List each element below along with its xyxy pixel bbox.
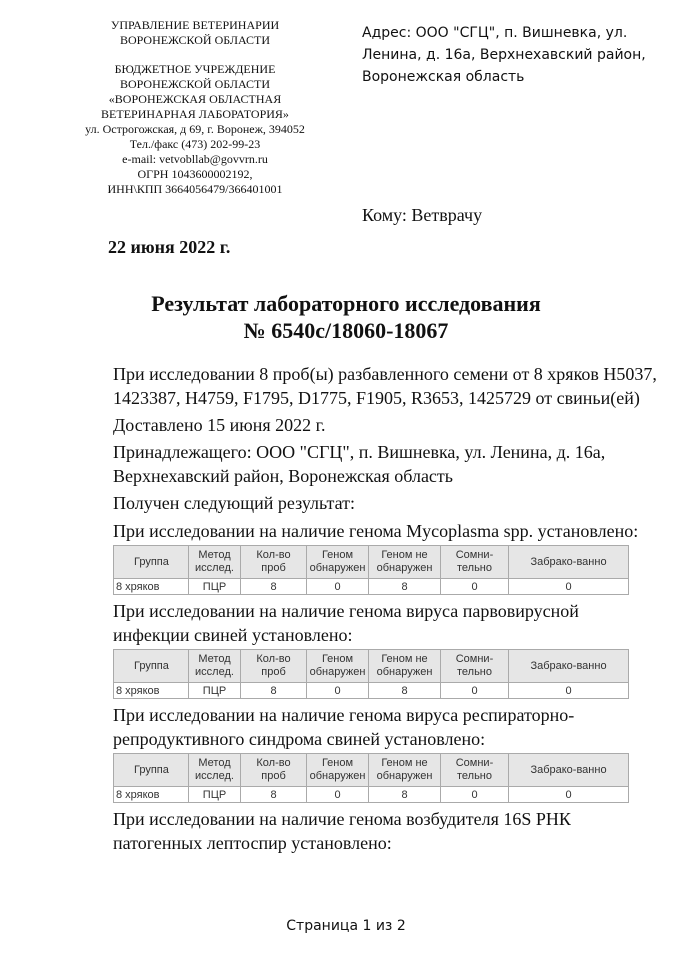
intro-paragraph: При исследовании 8 проб(ы) разбавленного семени от 8 хряков H5037, 1423387, H4759, F1795, D1775, F1905, R3653, 1425729 от свиньи(ей) (113, 364, 657, 408)
delivered-paragraph: Доставлено 15 июня 2022 г. (113, 415, 326, 435)
result-paragraph: Получен следующий результат: (113, 493, 356, 513)
column-header: Сомни-тельно (441, 754, 509, 787)
table-cell: 0 (509, 579, 629, 595)
table-header-row (114, 754, 629, 787)
document-title (0, 290, 692, 344)
table-cell: 8 хряков (114, 579, 189, 595)
org-line: БЮДЖЕТНОЕ УЧРЕЖДЕНИЕ (114, 62, 276, 76)
results-table (113, 649, 629, 699)
title-line: Результат лабораторного исследования (151, 291, 541, 316)
results-table (113, 753, 629, 803)
column-header: Кол-во проб (241, 754, 307, 787)
section-heading: При исследовании на наличие генома вируса респираторно-репродуктивного синдрома свиней установлено: (113, 705, 575, 749)
column-header: Геном не обнаружен (369, 754, 441, 787)
org-line: ОГРН 1043600002192, (137, 167, 253, 181)
column-header: Геном не обнаружен (369, 546, 441, 579)
column-header: Геном обнаружен (307, 546, 369, 579)
table-cell: 0 (441, 787, 509, 803)
table-cell: 8 (369, 683, 441, 699)
column-header: Геном обнаружен (307, 650, 369, 683)
table-cell: 0 (307, 683, 369, 699)
table-row (114, 683, 629, 699)
org-line: ВЕТЕРИНАРНАЯ ЛАБОРАТОРИЯ» (101, 107, 289, 121)
table-cell: ПЦР (189, 579, 241, 595)
column-header: Кол-во проб (241, 650, 307, 683)
org-line: ИНН\КПП 3664056479/366401001 (107, 182, 283, 196)
table-cell: 8 (241, 683, 307, 699)
column-header: Геном не обнаружен (369, 650, 441, 683)
table-cell: 0 (307, 579, 369, 595)
column-header: Группа (114, 650, 189, 683)
table-row (114, 579, 629, 595)
column-header: Геном обнаружен (307, 754, 369, 787)
section-heading: При исследовании на наличие генома возбудителя 16S РНК патогенных лептоспир установлено: (113, 809, 571, 853)
table-cell: 0 (509, 787, 629, 803)
table-cell: 0 (307, 787, 369, 803)
table-cell: ПЦР (189, 683, 241, 699)
column-header: Забрако-ванно (509, 754, 629, 787)
org-line: Тел./факс (473) 202-99-23 (129, 137, 261, 151)
table-cell: ПЦР (189, 787, 241, 803)
organization-header (60, 18, 330, 197)
section-heading: При исследовании на наличие генома Mycoplasma spp. установлено: (113, 521, 639, 541)
column-header: Метод исслед. (189, 754, 241, 787)
table-cell: 8 (369, 579, 441, 595)
column-header: Кол-во проб (241, 546, 307, 579)
owner-paragraph: Принадлежащего: ООО "СГЦ", п. Вишневка, ул. Ленина, д. 16а, Верхнехавский район, Воронежская область (113, 442, 606, 486)
document-body (113, 362, 683, 857)
column-header: Забрако-ванно (509, 650, 629, 683)
column-header: Сомни-тельно (441, 546, 509, 579)
page-number: Страница 1 из 2 (286, 918, 406, 934)
column-header: Метод исслед. (189, 546, 241, 579)
org-line: «ВОРОНЕЖСКАЯ ОБЛАСТНАЯ (108, 92, 282, 106)
table-cell: 8 (241, 579, 307, 595)
table-header-row (114, 650, 629, 683)
org-line: ВОРОНЕЖСКОЙ ОБЛАСТИ (119, 77, 271, 91)
table-cell: 0 (441, 579, 509, 595)
column-header: Сомни-тельно (441, 650, 509, 683)
table-row (114, 787, 629, 803)
org-line: УПРАВЛЕНИЕ ВЕТЕРИНАРИИ (110, 18, 280, 32)
table-cell: 8 (369, 787, 441, 803)
results-table (113, 545, 629, 595)
recipient: Кому: Ветврачу (362, 205, 483, 225)
org-line: ул. Острогожская, д 69, г. Воронеж, 394052 (85, 122, 305, 136)
org-line: ВОРОНЕЖСКОЙ ОБЛАСТИ (119, 33, 271, 47)
column-header: Группа (114, 754, 189, 787)
document-date: 22 июня 2022 г. (108, 237, 231, 257)
table-cell: 8 хряков (114, 787, 189, 803)
table-cell: 0 (441, 683, 509, 699)
column-header: Группа (114, 546, 189, 579)
org-line: e-mail: vetvobllab@govvrn.ru (122, 152, 268, 166)
column-header: Метод исслед. (189, 650, 241, 683)
title-number: № 6540с/18060-18067 (243, 318, 449, 343)
recipient-address: Адрес: ООО "СГЦ", п. Вишневка, ул. Ленина, д. 16а, Верхнехавский район, Воронежская область (362, 25, 646, 85)
table-cell: 8 (241, 787, 307, 803)
table-header-row (114, 546, 629, 579)
table-cell: 0 (509, 683, 629, 699)
column-header: Забрако-ванно (509, 546, 629, 579)
table-cell: 8 хряков (114, 683, 189, 699)
section-heading: При исследовании на наличие генома вируса парвовирусной инфекции свиней установлено: (113, 601, 579, 645)
